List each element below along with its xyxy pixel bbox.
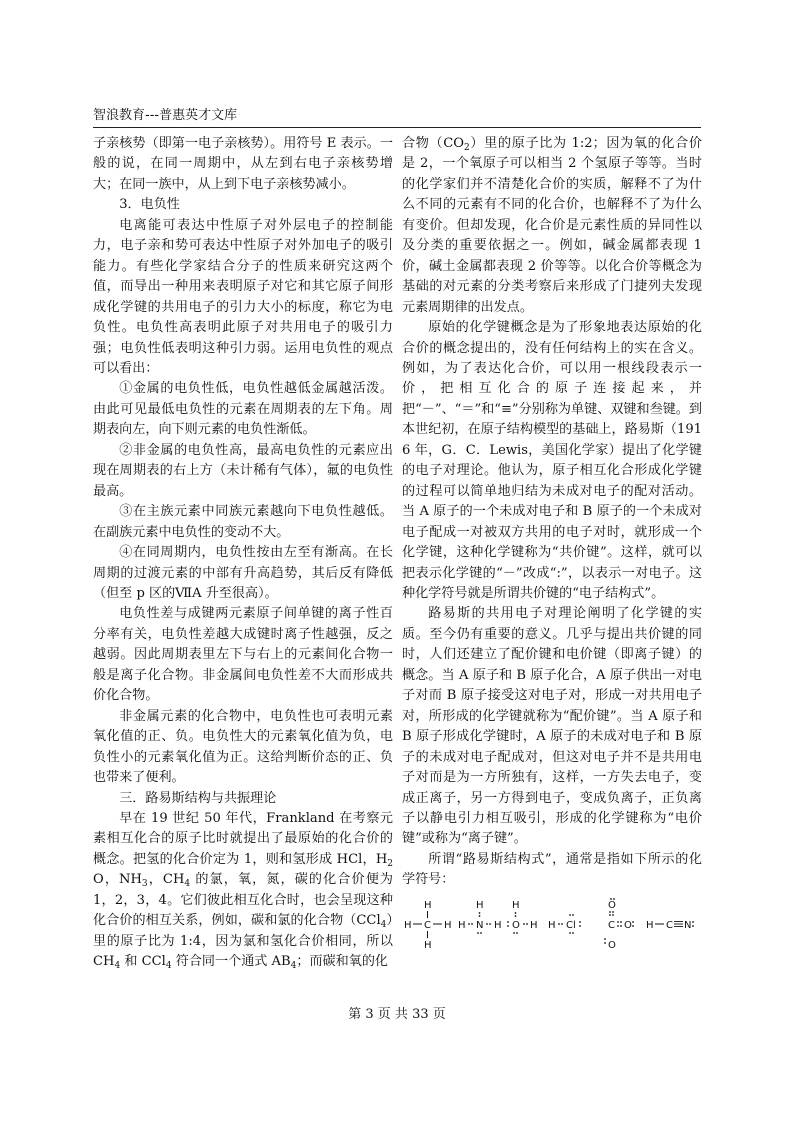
lewis-structures-figure <box>402 897 702 959</box>
paragraph-p4: ①金属的电负性低，电负性越低金属越活泼。由此可见最低电负性的元素在周期表的左下角。周期表向左，向下则元素的电负性渐低。 <box>93 381 393 438</box>
paragraph-p14: 路易斯的共用电子对理论阐明了化学键的实质。至今仍有重要的意义。几乎与提出共价键的同时，人们还建立了配价键和电价键（即离子键）的概念。当 A 原子和 B 原子化合，A 原子供出一对电子对而 B 原子接受这对电子对，形成一对共用电子对，所形成的化学键就称为“配价键”。当 A 原子和 B 原子形成化学键时，A 原子的未成对电子和 B 原子的未成对电子配成对，但这对电子并不是共用电子对而是为一方所独有，这样，一方失去电子，变成正离子，另一方得到电子，变成负离子，正负离子以静电引力相互吸引，形成的化学键称为“电价键”或称为“离子键”。 <box>402 606 702 847</box>
hcn-c: C <box>666 919 673 931</box>
hcn-h: H <box>646 919 654 931</box>
paragraph-p15: 所谓“路易斯结构式”，通常是指如下所示的化学符号： <box>402 851 702 888</box>
paragraph-p1: 子亲核势（即第一电子亲核势）。用符号 E 表示。一般的说，在同一周期中，从左到右电子亲核势增大；在同一族中，从上到下电子亲核势减小。 <box>93 136 393 192</box>
hcn-n: N <box>684 919 692 931</box>
ch4-h-left: H <box>404 919 412 931</box>
paragraph-p5: ②非金属的电负性高，最高电负性的元素应出现在周期表的右上方（未计稀有气体），氟的电负性最高。 <box>93 442 393 499</box>
ch4-h-right: H <box>444 919 452 931</box>
page-footer <box>0 1006 794 1024</box>
nh3-h-right: H <box>494 919 502 931</box>
hcl-h: H <box>548 919 556 931</box>
hcl-structure <box>548 914 581 934</box>
paragraph-p12: 合物$(CO_2)$里的原子比为 1:2；因为氧的化合价是 2，一个氧原子可以相当 2 个氢原子等等。当时的化学家们并不清楚化合价的实质，解释不了为什么不同的元素有不同的化合价，也解释不了为什么有变价。但却发现，化合价是元素性质的异同性以及分类的重要依据之一。例如，碱金属都表现 1 价，碱土金属都表现 2 价等等。以化合价等概念为基础的对元素的分类考察后来形成了门捷列夫发现元素周期律的出发点。 <box>402 136 702 315</box>
hcl-cl: Cl <box>566 919 576 931</box>
co2-o-right: O <box>624 919 632 931</box>
footer-suffix: 页 <box>432 1007 446 1022</box>
ch4-h-bottom: H <box>424 939 432 951</box>
left-column <box>93 134 393 973</box>
h2o-h-right: H <box>530 919 538 931</box>
paragraph-p10: 三．路易斯结构与共振理论 <box>119 790 277 806</box>
nh3-h-top: H <box>476 899 484 911</box>
co2-o-top: O <box>608 899 616 911</box>
h2o-o: O <box>512 919 520 931</box>
nh3-structure <box>458 900 502 934</box>
nh3-h-left: H <box>458 919 466 931</box>
paragraph-p7: ④在同周期内，电负性按由左至有渐高。在长周期的过渡元素的中部有升高趋势，其后反有降低（但至 p 区的ⅦA 升至很高）。 <box>93 545 393 601</box>
ch4-structure <box>404 900 452 951</box>
paragraph-p11: 早在 19 世纪 50 年代，Frankland 在考察元素相互化合的原子比时就提出了最原始的化合价的概念。把氢的化合价定为 1，则和氢形成 HCl，$H_2O$，$NH_3$，$CH_4$ 的氯，氧，氮，碳的化合价便为 1，2，3，4。它们彼此相互化合时，也会呈现这种化合价的相互关系，例如，碳和氯的化合物（CCl$_4$）里的原子比为 1:4，因为氯和氢化合价相同，所以 $CH_4$ 和 CCl$_4$ 符合同一个通式 $AB_4$；而碳和氧的化 <box>93 810 393 972</box>
footer-current-page: 3 <box>365 1007 374 1022</box>
ch4-c: C <box>424 919 431 931</box>
ch4-h-top: H <box>424 899 432 911</box>
co2-structure <box>604 898 634 951</box>
page-header <box>93 107 701 128</box>
paragraph-p13: 原始的化学键概念是为了形象地表达原始的化合价的概念提出的，没有任何结构上的实在含义。例如，为了表达化合价，可以用一根线段表示一价，把相互化合的原子连接起来，并把“－”、“＝”和“≡”分别称为单键、双键和叁键。到本世纪初，在原子结构模型的基础上，路易斯（1916 年，G．C．Lewis，美国化学家）提出了化学键的电子对理论。他认为，原子相互化合形成化学键的过程可以简单地归结为未成对电子的配对活动。当 A 原子的一个未成对电子和 B 原子的一个未成对电子配成一对被双方共用的电子对时，就形成一个化学键，这种化学键称为“共价键”。这样，就可以把表示化学键的“－”改成“:”，以表示一对电子。这种化学符号就是所谓共价键的“电子结构式”。 <box>402 320 702 601</box>
h2o-h-top: H <box>512 899 520 911</box>
footer-prefix: 第 <box>348 1007 362 1022</box>
hcn-structure <box>646 920 694 931</box>
nh3-n: N <box>476 919 484 931</box>
right-column <box>402 134 702 959</box>
header-title: 智浪教育---普惠英才文库 <box>93 108 238 123</box>
paragraph-p3: 电离能可表达中性原子对外层电子的控制能力，电子亲和势可表达中性原子对外加电子的吸引能力。有些化学家结合分子的性质来研究这两个值，而导出一种用来表明原子对它和其它原子间形成化学键的共用电子的引力大小的标度，称它为电负性。电负性高表明此原子对共用电子的吸引力强；电负性低表明这种引力弱。运用电负性的观点可以看出： <box>93 217 393 376</box>
paragraph-p6: ③在主族元素中同族元素越向下电负性越低。在副族元素中电负性的变动不大。 <box>93 504 393 540</box>
co2-c: C <box>608 919 615 931</box>
paragraph-p9: 非金属元素的化合物中，电负性也可表明元素氧化值的正、负。电负性大的元素氧化值为负，电负性小的元素氧化值为正。这给判断价态的正、负也带来了便利。 <box>93 708 393 786</box>
footer-total-pages: 33 <box>412 1007 429 1022</box>
footer-middle: 页 共 <box>377 1007 408 1022</box>
h2o-structure <box>507 900 537 934</box>
co2-o-bottom: O <box>608 939 616 951</box>
paragraph-p8: 电负性差与成键两元素原子间单键的离子性百分率有关，电负性差越大成键时离子性越强，反之越弱。因此周期表里左下与右上的元素间化合物一般是离子化合物。非金属间电负性差不大而形成共价化合物。 <box>93 606 393 704</box>
paragraph-p2: 3．电负性 <box>119 197 180 213</box>
